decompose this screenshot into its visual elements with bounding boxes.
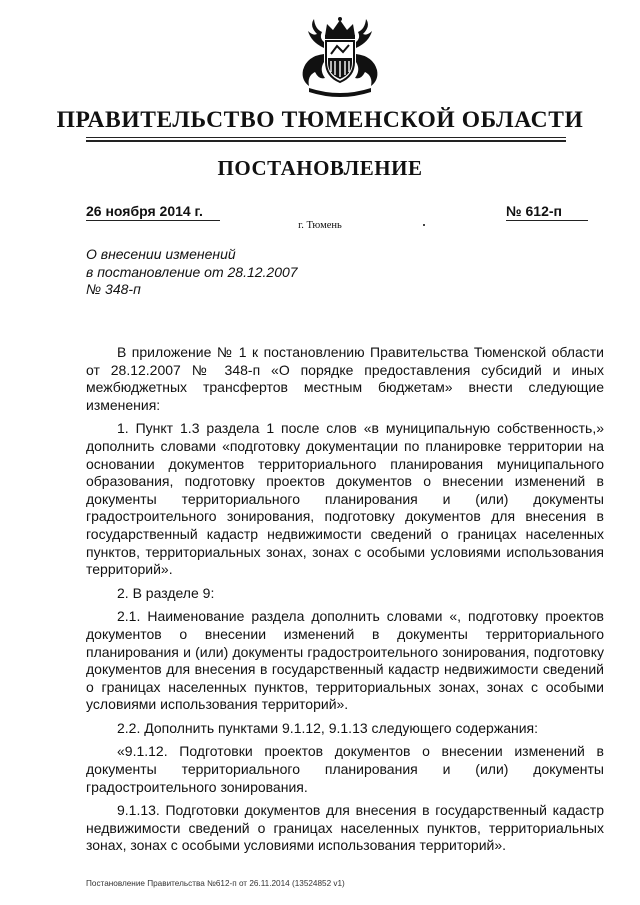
subject-line: О внесении изменений bbox=[86, 246, 236, 262]
body-paragraph: 9.1.13. Подготовки документов для внесения в государственный кадастр недвижимости сведений о границах населенных пунктов, территориальных зонах, зонах с особыми условиями использования территорий». bbox=[86, 802, 604, 854]
document-number: № 612-п bbox=[506, 203, 588, 221]
subject-line: в постановление от 28.12.2007 bbox=[86, 263, 298, 280]
body-paragraph: 2.2. Дополнить пунктами 9.1.12, 9.1.13 следующего содержания: bbox=[117, 719, 539, 736]
coat-of-arms-icon bbox=[295, 14, 385, 98]
body-paragraph: «9.1.12. Подготовки проектов документов о внесении изменений в документы территориального планирования и (или) документы градостроительного зонирования. bbox=[86, 743, 604, 795]
subject-line: № 348-п bbox=[86, 281, 141, 297]
body-paragraph: 2.1. Наименование раздела дополнить словами «, подготовку проектов документов о внесении изменений в документы территориального планирования и (или) документы градостроительного зонирования, подготовку документов для внесения в государственный кадастр недвижимости сведений о границах населенных пунктов, территориальных зонах, зонах с особыми условиями использования территорий». bbox=[86, 608, 604, 713]
body-paragraph: 1. Пункт 1.3 раздела 1 после слов «в муниципальную собственность,» дополнить словами «подготовку документации по планировке территории на основании документов территориального планирования муниципального образования, подготовку проектов документов о внесении изменений в документы территориального планирования и (или) документы градостроительного зонирования, подготовку документов для внесения в государственный кадастр недвижимости сведений о границах населенных пунктов, территориальных зонах, зонах с особыми условиями использования территорий». bbox=[86, 420, 604, 578]
header-divider bbox=[86, 137, 566, 138]
document-type-title: ПОСТАНОВЛЕНИЕ bbox=[217, 156, 423, 180]
scan-speck bbox=[423, 224, 425, 226]
document-body bbox=[86, 344, 604, 861]
organization-title: ПРАВИТЕЛЬСТВО ТЮМЕНСКОЙ ОБЛАСТИ bbox=[56, 107, 584, 133]
document-subject bbox=[86, 246, 298, 299]
page-footer: Постановление Правительства №612-п от 26.11.2014 (13524852 v1) bbox=[86, 879, 345, 888]
body-paragraph: В приложение № 1 к постановлению Правительства Тюменской области от 28.12.2007 № 348-п «О порядке предоставления субсидий и иных межбюджетных трансфертов местным бюджетам» внести следующие изменения: bbox=[86, 344, 604, 413]
document-city: г. Тюмень bbox=[298, 220, 342, 231]
body-paragraph: 2. В разделе 9: bbox=[117, 584, 215, 601]
header-divider-thick bbox=[86, 140, 566, 142]
document-date: 26 ноября 2014 г. bbox=[86, 203, 220, 221]
